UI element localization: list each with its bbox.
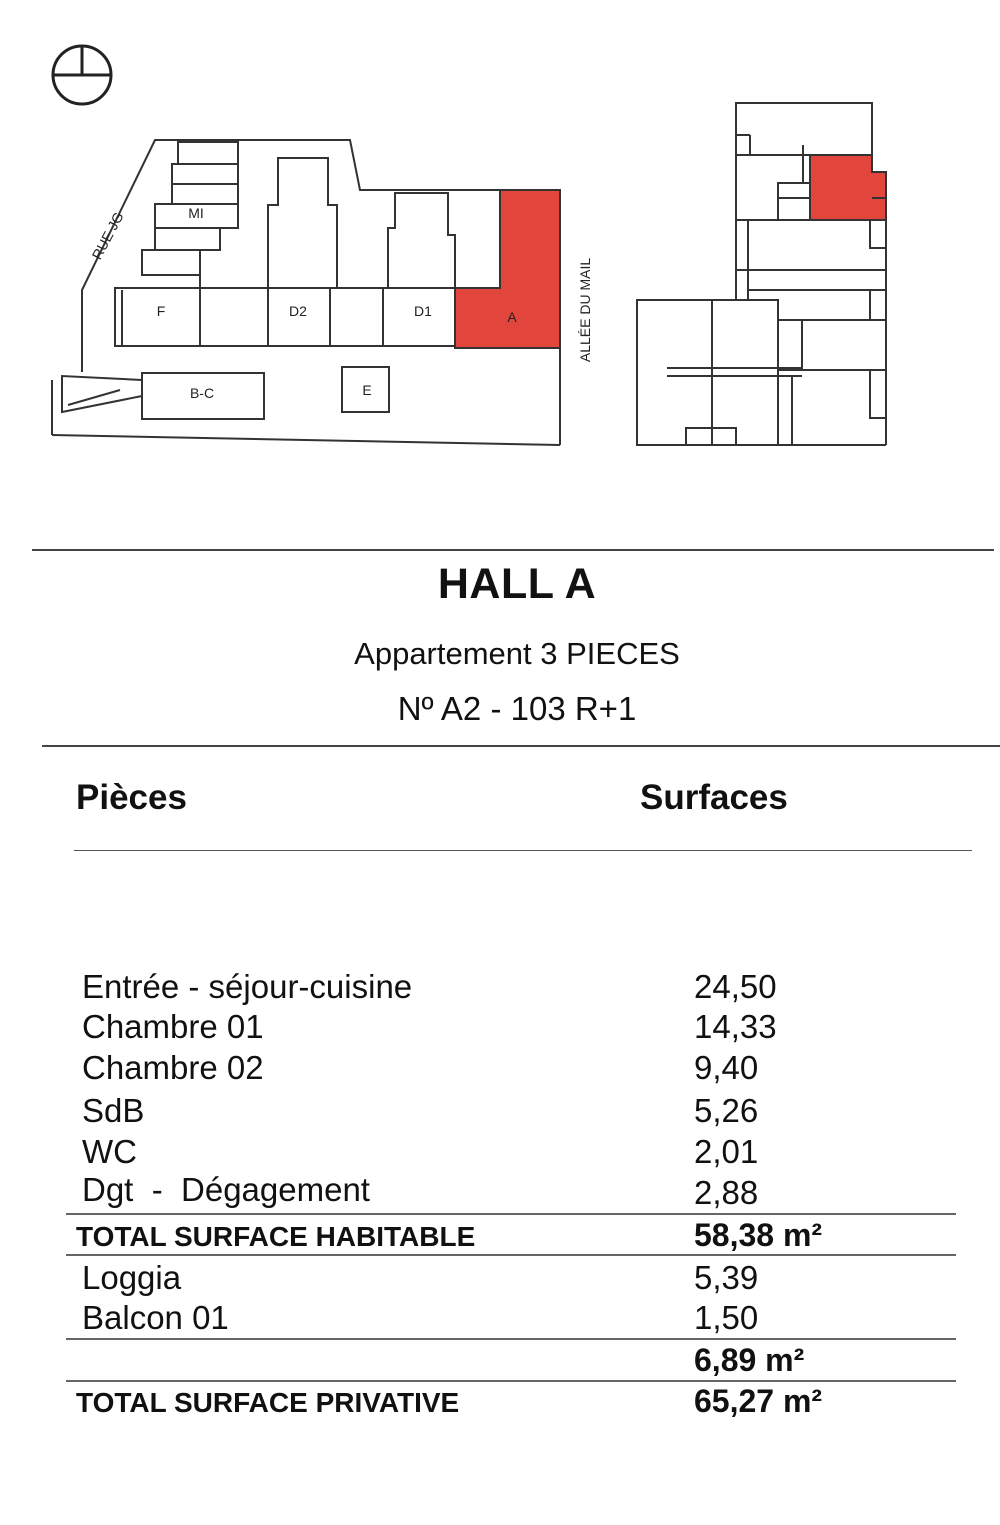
column-header-rooms: Pièces [76,778,187,817]
room-surface: 9,40 [694,1049,759,1086]
building-label-d1: D1 [414,303,432,319]
apartment-number: Nº A2 - 103 R+1 [397,690,637,727]
hall-title: HALL A [437,560,597,608]
divider-before-private [66,1380,956,1382]
building-label-e: E [362,382,372,398]
annex-surface: 5,39 [694,1259,759,1296]
column-header-surfaces: Surfaces [640,778,788,817]
street-label-right: ALLÉE DU MAIL [577,257,593,363]
room-surface: 5,26 [694,1092,759,1129]
room-name: SdB [82,1092,145,1129]
building-label-bc: B-C [189,385,215,401]
room-surface: 24,50 [694,968,777,1005]
street-label-left: RUE JG [88,209,127,263]
site-plan [0,0,600,460]
room-surface: 2,01 [694,1133,759,1170]
divider-after-habitable [66,1254,956,1256]
room-name: WC [82,1133,137,1170]
total-private-value: 65,27 m² [694,1383,823,1419]
divider-top [32,549,994,551]
room-name: Entrée - séjour-cuisine [82,968,413,1005]
room-surface: 2,88 [694,1174,759,1211]
annex-subtotal: 6,89 m² [694,1342,805,1378]
annex-name: Balcon 01 [82,1299,229,1336]
apartment-type: Appartement 3 PIECES [354,636,680,671]
total-private-label: TOTAL SURFACE PRIVATIVE [76,1387,460,1418]
floor-key-plan [620,90,900,460]
building-label-f: F [156,303,166,319]
divider-title-bottom [42,745,1000,747]
total-habitable-value: 58,38 m² [694,1217,823,1253]
room-name: Dgt - Dégagement [82,1171,370,1208]
annex-surface: 1,50 [694,1299,759,1336]
divider-header [74,850,972,851]
building-label-a: A [507,309,517,325]
annex-name: Loggia [82,1259,182,1296]
room-surface: 14,33 [694,1008,777,1045]
divider-before-annex-subtotal [66,1338,956,1340]
room-name: Chambre 01 [82,1008,264,1045]
total-habitable-label: TOTAL SURFACE HABITABLE [76,1221,476,1252]
divider-before-habitable [66,1213,956,1215]
room-name: Chambre 02 [82,1049,264,1086]
building-label-mi: MI [188,205,204,221]
building-label-d2: D2 [289,303,307,319]
